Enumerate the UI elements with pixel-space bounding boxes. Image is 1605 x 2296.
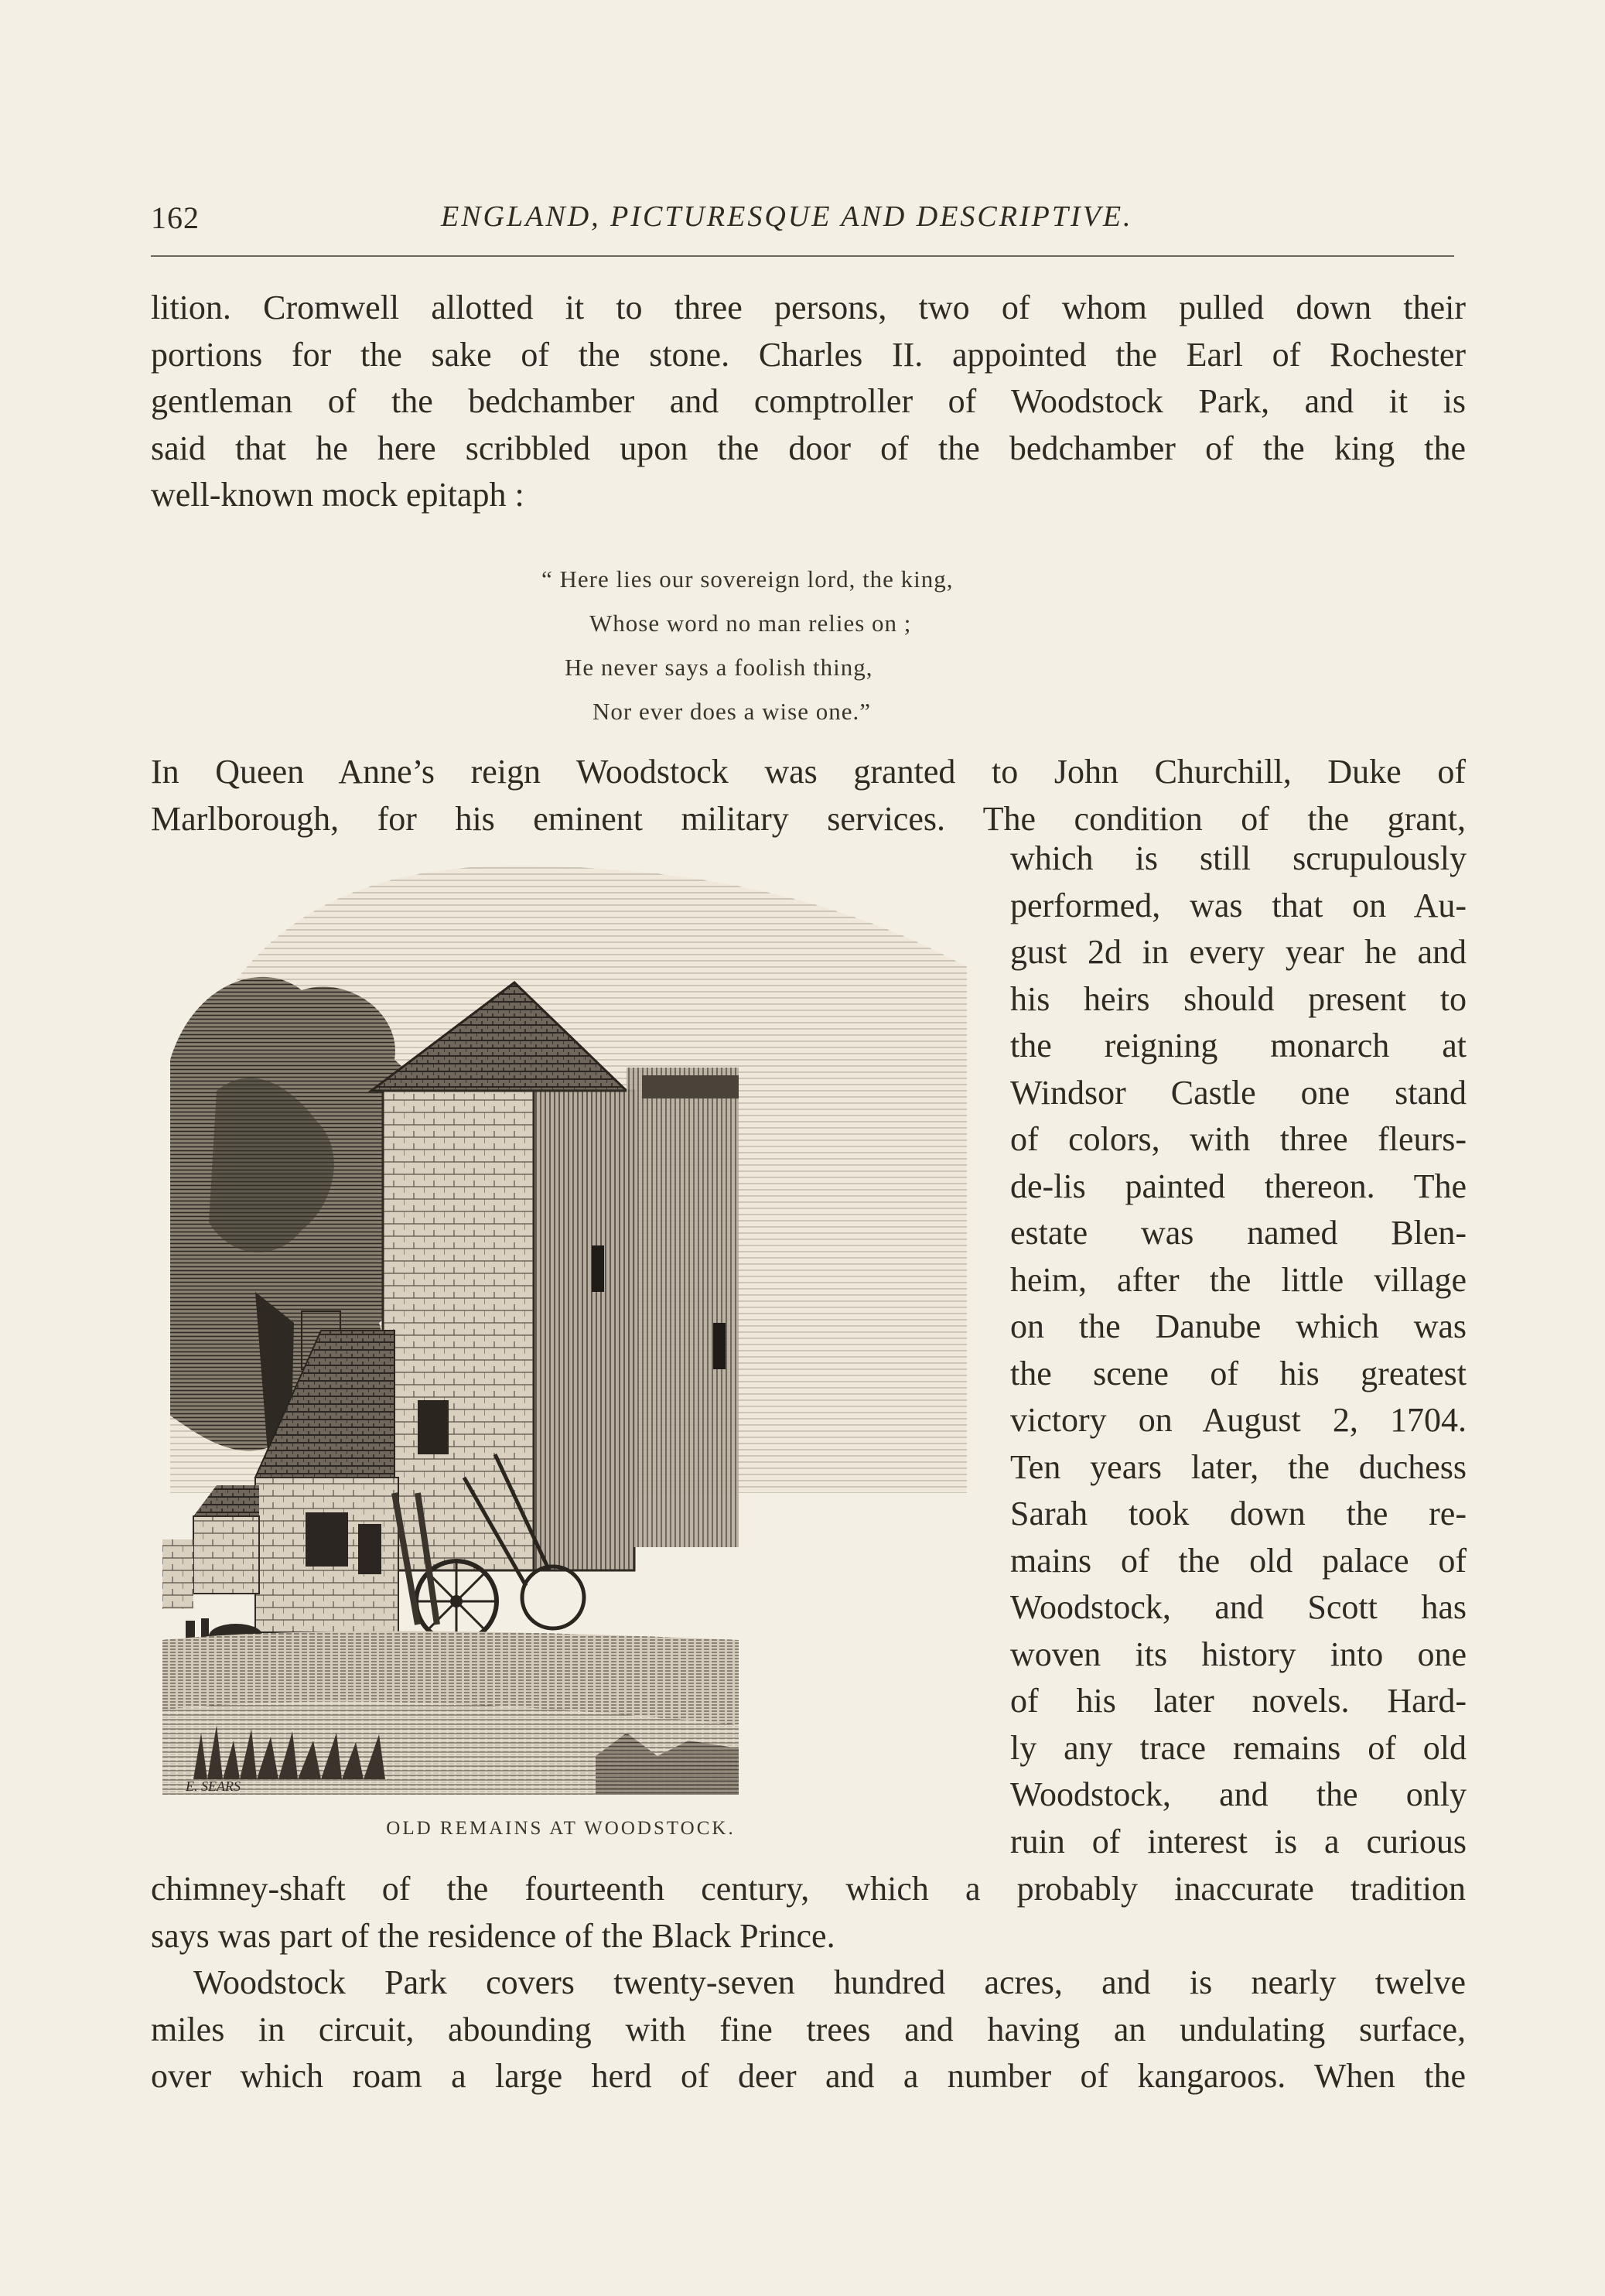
- text-line: the reigning monarch at: [1010, 1027, 1467, 1064]
- engraving-image: [162, 859, 975, 1802]
- verse-line: Whose word no man relies on ;: [589, 610, 912, 637]
- text-line: chimney-shaft of the fourteenth century, which a probably inaccurate tradition: [151, 1870, 1466, 1908]
- text-line: performed, was that on Au-: [1010, 886, 1467, 924]
- text-line: gust 2d in every year he and: [1010, 933, 1467, 971]
- figure-caption: OLD REMAINS AT WOODSTOCK.: [386, 1818, 736, 1839]
- text-line: ly any trace remains of old: [1010, 1728, 1467, 1767]
- text-line: over which roam a large herd of deer and a number of kangaroos. When the: [151, 2057, 1466, 2095]
- text-line: In Queen Anne’s reign Woodstock was granted to John Churchill, Duke of: [151, 753, 1466, 791]
- text-line: well-known mock epitaph :: [151, 476, 524, 514]
- paragraph-queen-anne-end: [151, 1866, 1466, 1959]
- text-line: his heirs should present to: [1010, 979, 1467, 1018]
- text-line: Ten years later, the duchess: [1010, 1447, 1467, 1486]
- text-line: ruin of interest is a curious: [1010, 1822, 1467, 1860]
- text-column-beside-figure: [1010, 835, 1467, 1865]
- text-line: of colors, with three fleurs-: [1010, 1120, 1467, 1158]
- paragraph-queen-anne: [151, 749, 1466, 842]
- text-line: Woodstock Park covers twenty-seven hundred acres, and is nearly twelve: [193, 1963, 1466, 2001]
- text-line: de-lis painted thereon. The: [1010, 1167, 1467, 1205]
- verse-line: Nor ever does a wise one.”: [592, 698, 871, 725]
- text-line: estate was named Blen-: [1010, 1214, 1467, 1252]
- text-line: says was part of the residence of the Black Prince.: [151, 1916, 835, 1955]
- text-line: gentleman of the bedchamber and comptroller of Woodstock Park, and it is: [151, 382, 1466, 420]
- text-line: miles in circuit, abounding with fine trees and having an undulating surface,: [151, 2010, 1466, 2048]
- text-line: the scene of his greatest: [1010, 1354, 1467, 1392]
- text-line: heim, after the little village: [1010, 1260, 1467, 1299]
- text-line: of his later novels. Hard-: [1010, 1682, 1467, 1720]
- header-rule: [151, 255, 1454, 257]
- text-line: Woodstock, and the only: [1010, 1775, 1467, 1813]
- paragraph-continued: [151, 285, 1466, 519]
- text-line: portions for the sake of the stone. Charles II. appointed the Earl of Rochester: [151, 335, 1466, 374]
- text-line: woven its history into one: [1010, 1635, 1467, 1673]
- engraver-signature: E. SEARS: [186, 1778, 241, 1794]
- text-line: victory on August 2, 1704.: [1010, 1401, 1467, 1439]
- page-number: 162: [151, 200, 200, 235]
- text-line: Sarah took down the re-: [1010, 1495, 1467, 1532]
- text-line: Windsor Castle one stand: [1010, 1073, 1467, 1112]
- text-line: said that he here scribbled upon the door of the bedchamber of the king the: [151, 429, 1466, 467]
- verse-line: “ Here lies our sovereign lord, the king,: [541, 565, 954, 593]
- paragraph-woodstock-park: [151, 1959, 1466, 2100]
- running-title: ENGLAND, PICTURESQUE AND DESCRIPTIVE.: [441, 200, 1133, 233]
- running-header: [151, 200, 1462, 243]
- text-line: which is still scrupulously: [1010, 839, 1467, 877]
- verse-line: He never says a foolish thing,: [565, 654, 873, 681]
- epitaph-verse: [541, 557, 954, 733]
- text-line: lition. Cromwell allotted it to three persons, two of whom pulled down their: [151, 289, 1466, 326]
- text-line: mains of the old palace of: [1010, 1541, 1467, 1580]
- engraving-old-remains: [162, 859, 975, 1802]
- text-line: Marlborough, for his eminent military services. The condition of the grant,: [151, 799, 1466, 838]
- text-line: on the Danube which was: [1010, 1307, 1467, 1345]
- text-line: Woodstock, and Scott has: [1010, 1588, 1467, 1626]
